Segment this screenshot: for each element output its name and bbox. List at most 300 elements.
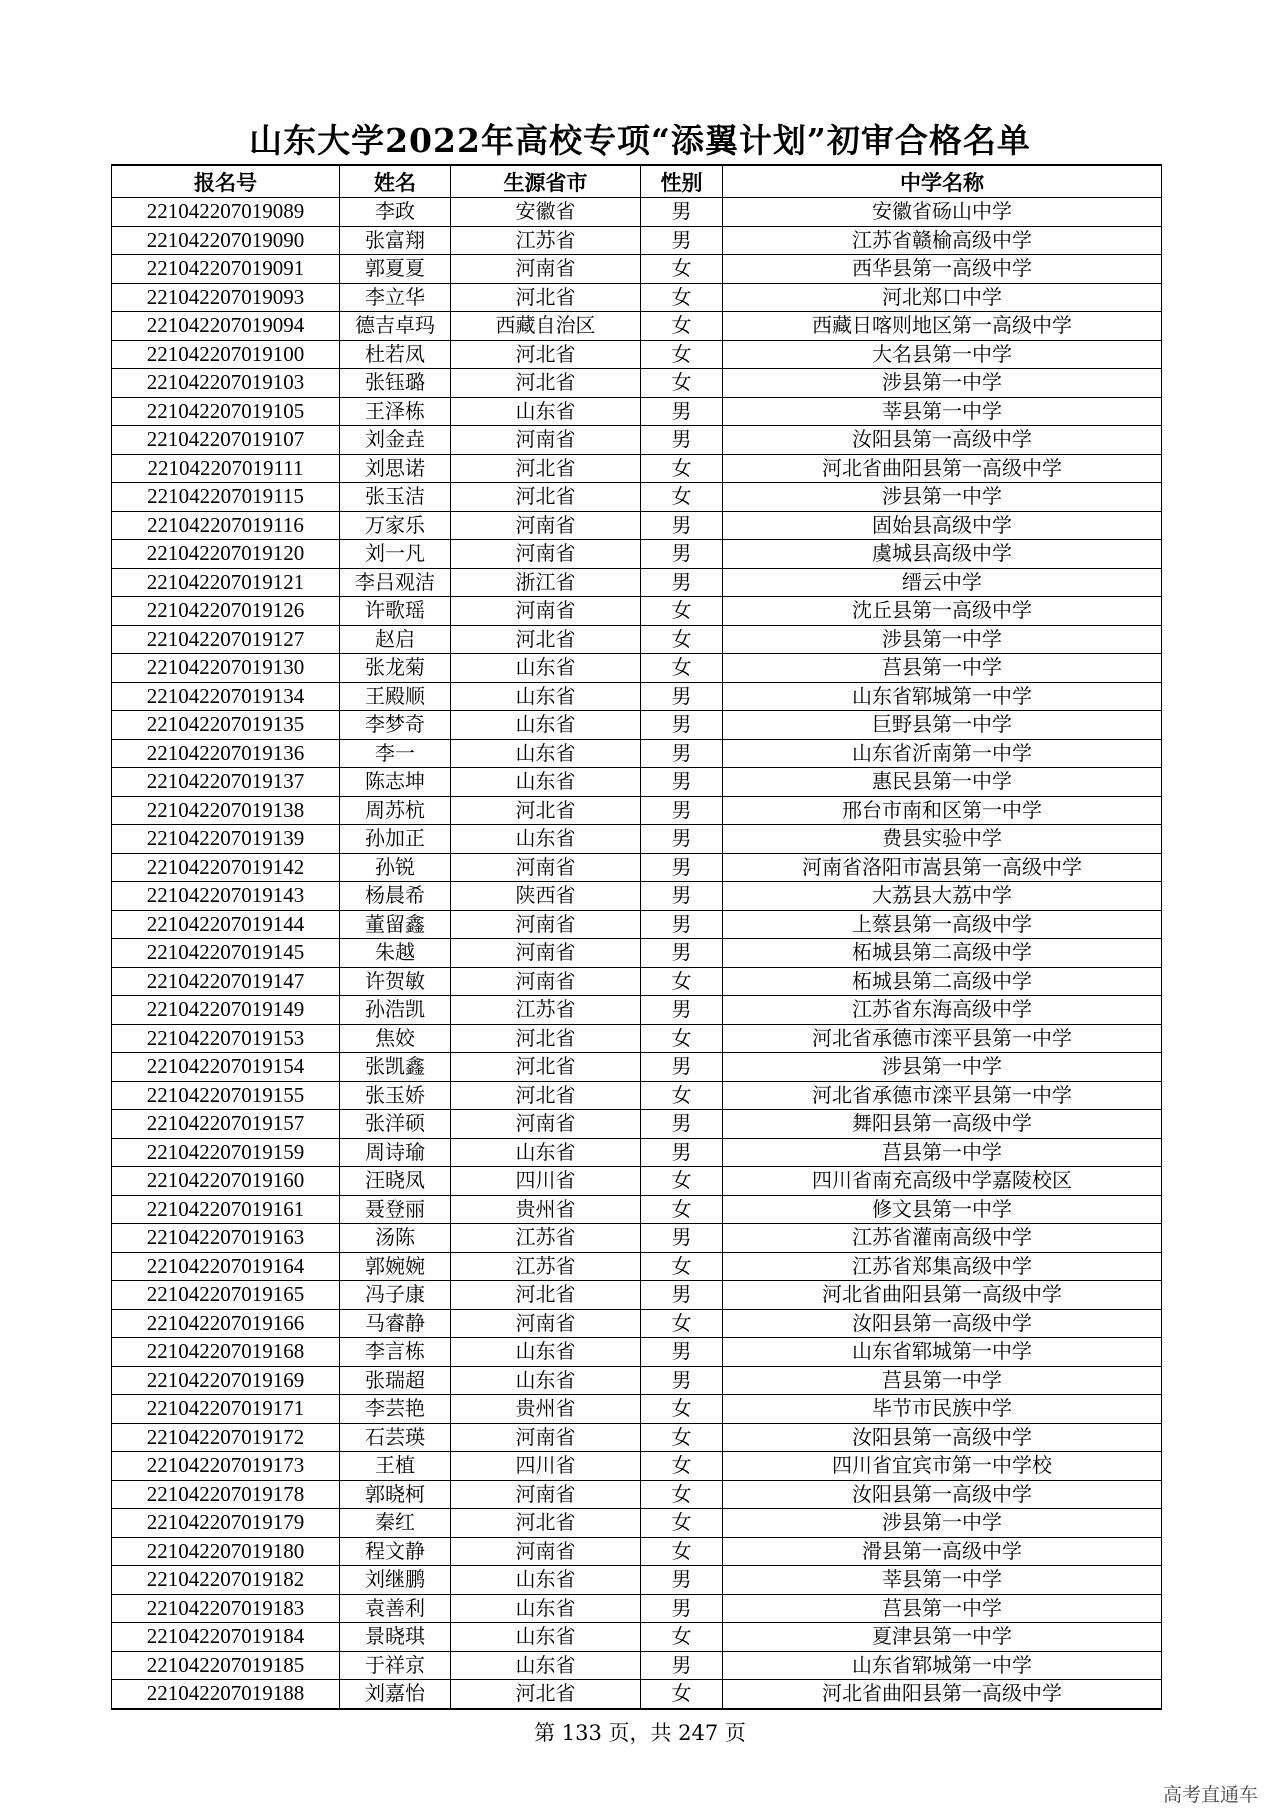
name-cell: 袁善利 <box>340 1594 451 1623</box>
name-cell: 李吕观洁 <box>340 568 451 597</box>
gender-cell: 男 <box>641 996 723 1025</box>
school-cell: 汝阳县第一高级中学 <box>723 426 1162 455</box>
page-footer: 第 133 页，共 247 页 <box>534 1721 746 1745</box>
gender-cell: 男 <box>641 198 723 227</box>
registration-number-cell: 221042207019178 <box>112 1480 340 1509</box>
registration-number-cell: 221042207019103 <box>112 369 340 398</box>
school-cell: 莒县第一中学 <box>723 654 1162 683</box>
gender-cell: 女 <box>641 654 723 683</box>
name-cell: 郭晓柯 <box>340 1480 451 1509</box>
name-cell: 李言栋 <box>340 1338 451 1367</box>
registration-number-cell: 221042207019172 <box>112 1423 340 1452</box>
school-cell: 山东省郓城第一中学 <box>723 1651 1162 1680</box>
province-cell: 山东省 <box>451 739 641 768</box>
province-cell: 河北省 <box>451 340 641 369</box>
school-cell: 西藏日喀则地区第一高级中学 <box>723 312 1162 341</box>
table-row <box>112 340 1162 369</box>
registration-number-cell: 221042207019149 <box>112 996 340 1025</box>
table-row <box>112 967 1162 996</box>
registration-number-cell: 221042207019164 <box>112 1252 340 1281</box>
gender-cell: 女 <box>641 255 723 284</box>
table-row <box>112 1024 1162 1053</box>
gender-cell: 女 <box>641 1623 723 1652</box>
name-cell: 万家乐 <box>340 511 451 540</box>
province-cell: 山东省 <box>451 397 641 426</box>
province-cell: 河北省 <box>451 1680 641 1709</box>
name-cell: 刘一凡 <box>340 540 451 569</box>
gender-cell: 女 <box>641 1167 723 1196</box>
school-cell: 惠民县第一中学 <box>723 768 1162 797</box>
province-cell: 山东省 <box>451 825 641 854</box>
roster-table <box>111 164 1162 1710</box>
gender-cell: 女 <box>641 1395 723 1424</box>
province-cell: 四川省 <box>451 1167 641 1196</box>
table-row <box>112 312 1162 341</box>
school-cell: 夏津县第一中学 <box>723 1623 1162 1652</box>
province-cell: 河南省 <box>451 853 641 882</box>
registration-number-cell: 221042207019165 <box>112 1281 340 1310</box>
gender-cell: 男 <box>641 540 723 569</box>
gender-cell: 男 <box>641 1053 723 1082</box>
name-cell: 马睿静 <box>340 1309 451 1338</box>
school-cell: 四川省宜宾市第一中学校 <box>723 1452 1162 1481</box>
registration-number-cell: 221042207019135 <box>112 711 340 740</box>
name-cell: 刘继鹏 <box>340 1566 451 1595</box>
table-row <box>112 226 1162 255</box>
registration-number-cell: 221042207019137 <box>112 768 340 797</box>
school-cell: 大名县第一中学 <box>723 340 1162 369</box>
school-cell: 莒县第一中学 <box>723 1594 1162 1623</box>
gender-cell: 女 <box>641 283 723 312</box>
column-header-registration-number: 报名号 <box>112 165 340 198</box>
registration-number-cell: 221042207019100 <box>112 340 340 369</box>
watermark: 高考直通车 <box>1162 1784 1258 1806</box>
name-cell: 李芸艳 <box>340 1395 451 1424</box>
table-row <box>112 1167 1162 1196</box>
school-cell: 费县实验中学 <box>723 825 1162 854</box>
gender-cell: 男 <box>641 768 723 797</box>
registration-number-cell: 221042207019188 <box>112 1680 340 1709</box>
registration-number-cell: 221042207019142 <box>112 853 340 882</box>
school-cell: 山东省郓城第一中学 <box>723 1338 1162 1367</box>
name-cell: 陈志坤 <box>340 768 451 797</box>
gender-cell: 女 <box>641 1024 723 1053</box>
registration-number-cell: 221042207019134 <box>112 682 340 711</box>
province-cell: 河南省 <box>451 1423 641 1452</box>
name-cell: 李政 <box>340 198 451 227</box>
table-row <box>112 283 1162 312</box>
gender-cell: 女 <box>641 1452 723 1481</box>
name-cell: 张龙菊 <box>340 654 451 683</box>
province-cell: 河南省 <box>451 967 641 996</box>
registration-number-cell: 221042207019139 <box>112 825 340 854</box>
document-title: 山东大学2022年高校专项“添翼计划”初审合格名单 <box>249 121 1031 160</box>
name-cell: 景晓琪 <box>340 1623 451 1652</box>
name-cell: 汤陈 <box>340 1224 451 1253</box>
province-cell: 河北省 <box>451 1024 641 1053</box>
school-cell: 涉县第一中学 <box>723 625 1162 654</box>
table-row <box>112 1594 1162 1623</box>
gender-cell: 男 <box>641 1281 723 1310</box>
table-row <box>112 1281 1162 1310</box>
registration-number-cell: 221042207019159 <box>112 1138 340 1167</box>
school-cell: 柘城县第二高级中学 <box>723 939 1162 968</box>
name-cell: 董留鑫 <box>340 910 451 939</box>
province-cell: 河南省 <box>451 1537 641 1566</box>
gender-cell: 男 <box>641 397 723 426</box>
name-cell: 朱越 <box>340 939 451 968</box>
registration-number-cell: 221042207019094 <box>112 312 340 341</box>
province-cell: 河北省 <box>451 369 641 398</box>
province-cell: 河南省 <box>451 1110 641 1139</box>
province-cell: 山东省 <box>451 1594 641 1623</box>
registration-number-cell: 221042207019089 <box>112 198 340 227</box>
province-cell: 河北省 <box>451 796 641 825</box>
registration-number-cell: 221042207019155 <box>112 1081 340 1110</box>
province-cell: 河北省 <box>451 1509 641 1538</box>
province-cell: 河北省 <box>451 1053 641 1082</box>
table-row <box>112 1252 1162 1281</box>
gender-cell: 男 <box>641 1594 723 1623</box>
school-cell: 邢台市南和区第一中学 <box>723 796 1162 825</box>
school-cell: 缙云中学 <box>723 568 1162 597</box>
province-cell: 河南省 <box>451 939 641 968</box>
table-row <box>112 454 1162 483</box>
province-cell: 安徽省 <box>451 198 641 227</box>
gender-cell: 男 <box>641 1338 723 1367</box>
name-cell: 许贺敏 <box>340 967 451 996</box>
registration-number-cell: 221042207019173 <box>112 1452 340 1481</box>
name-cell: 秦红 <box>340 1509 451 1538</box>
province-cell: 河南省 <box>451 511 641 540</box>
province-cell: 河北省 <box>451 625 641 654</box>
gender-cell: 男 <box>641 426 723 455</box>
name-cell: 刘嘉怡 <box>340 1680 451 1709</box>
province-cell: 江苏省 <box>451 996 641 1025</box>
school-cell: 大荔县大荔中学 <box>723 882 1162 911</box>
province-cell: 江苏省 <box>451 1224 641 1253</box>
registration-number-cell: 221042207019154 <box>112 1053 340 1082</box>
school-cell: 汝阳县第一高级中学 <box>723 1309 1162 1338</box>
table-row <box>112 1509 1162 1538</box>
registration-number-cell: 221042207019127 <box>112 625 340 654</box>
table-row <box>112 483 1162 512</box>
registration-number-cell: 221042207019163 <box>112 1224 340 1253</box>
gender-cell: 女 <box>641 597 723 626</box>
table-row <box>112 882 1162 911</box>
name-cell: 李一 <box>340 739 451 768</box>
province-cell: 河南省 <box>451 255 641 284</box>
school-cell: 莘县第一中学 <box>723 397 1162 426</box>
gender-cell: 女 <box>641 1252 723 1281</box>
province-cell: 江苏省 <box>451 1252 641 1281</box>
province-cell: 河北省 <box>451 1081 641 1110</box>
province-cell: 山东省 <box>451 654 641 683</box>
table-body <box>112 198 1162 1709</box>
table-row <box>112 796 1162 825</box>
name-cell: 李立华 <box>340 283 451 312</box>
gender-cell: 女 <box>641 454 723 483</box>
school-cell: 上蔡县第一高级中学 <box>723 910 1162 939</box>
registration-number-cell: 221042207019183 <box>112 1594 340 1623</box>
name-cell: 王殿顺 <box>340 682 451 711</box>
registration-number-cell: 221042207019115 <box>112 483 340 512</box>
province-cell: 河南省 <box>451 540 641 569</box>
column-header-province: 生源省市 <box>451 165 641 198</box>
name-cell: 张凯鑫 <box>340 1053 451 1082</box>
school-cell: 巨野县第一中学 <box>723 711 1162 740</box>
school-cell: 河北省曲阳县第一高级中学 <box>723 1680 1162 1709</box>
school-cell: 莒县第一中学 <box>723 1138 1162 1167</box>
name-cell: 郭夏夏 <box>340 255 451 284</box>
gender-cell: 男 <box>641 739 723 768</box>
school-cell: 汝阳县第一高级中学 <box>723 1480 1162 1509</box>
province-cell: 河南省 <box>451 1309 641 1338</box>
school-cell: 河北省承德市滦平县第一中学 <box>723 1081 1162 1110</box>
gender-cell: 女 <box>641 340 723 369</box>
name-cell: 周苏杭 <box>340 796 451 825</box>
table-row <box>112 426 1162 455</box>
province-cell: 山东省 <box>451 1138 641 1167</box>
province-cell: 河北省 <box>451 483 641 512</box>
table-row <box>112 1309 1162 1338</box>
name-cell: 张瑞超 <box>340 1366 451 1395</box>
school-cell: 滑县第一高级中学 <box>723 1537 1162 1566</box>
name-cell: 焦姣 <box>340 1024 451 1053</box>
table-row <box>112 1452 1162 1481</box>
name-cell: 郭婉婉 <box>340 1252 451 1281</box>
school-cell: 沈丘县第一高级中学 <box>723 597 1162 626</box>
registration-number-cell: 221042207019130 <box>112 654 340 683</box>
province-cell: 山东省 <box>451 1623 641 1652</box>
school-cell: 河南省洛阳市嵩县第一高级中学 <box>723 853 1162 882</box>
registration-number-cell: 221042207019153 <box>112 1024 340 1053</box>
name-cell: 程文静 <box>340 1537 451 1566</box>
table-row <box>112 1566 1162 1595</box>
school-cell: 山东省沂南第一中学 <box>723 739 1162 768</box>
table-row <box>112 1081 1162 1110</box>
province-cell: 山东省 <box>451 711 641 740</box>
table-row <box>112 1053 1162 1082</box>
gender-cell: 男 <box>641 511 723 540</box>
registration-number-cell: 221042207019179 <box>112 1509 340 1538</box>
province-cell: 江苏省 <box>451 226 641 255</box>
registration-number-cell: 221042207019143 <box>112 882 340 911</box>
table-row <box>112 1110 1162 1139</box>
table-row <box>112 1195 1162 1224</box>
gender-cell: 男 <box>641 226 723 255</box>
column-header-school: 中学名称 <box>723 165 1162 198</box>
gender-cell: 男 <box>641 910 723 939</box>
registration-number-cell: 221042207019105 <box>112 397 340 426</box>
province-cell: 四川省 <box>451 1452 641 1481</box>
school-cell: 江苏省赣榆高级中学 <box>723 226 1162 255</box>
registration-number-cell: 221042207019169 <box>112 1366 340 1395</box>
registration-number-cell: 221042207019107 <box>112 426 340 455</box>
table-row <box>112 511 1162 540</box>
gender-cell: 女 <box>641 967 723 996</box>
registration-number-cell: 221042207019147 <box>112 967 340 996</box>
school-cell: 江苏省东海高级中学 <box>723 996 1162 1025</box>
name-cell: 汪晓凤 <box>340 1167 451 1196</box>
registration-number-cell: 221042207019120 <box>112 540 340 569</box>
name-cell: 王植 <box>340 1452 451 1481</box>
gender-cell: 男 <box>641 1366 723 1395</box>
school-cell: 江苏省灌南高级中学 <box>723 1224 1162 1253</box>
name-cell: 张玉娇 <box>340 1081 451 1110</box>
registration-number-cell: 221042207019136 <box>112 739 340 768</box>
province-cell: 河北省 <box>451 454 641 483</box>
gender-cell: 男 <box>641 1110 723 1139</box>
registration-number-cell: 221042207019091 <box>112 255 340 284</box>
name-cell: 刘思诺 <box>340 454 451 483</box>
school-cell: 四川省南充高级中学嘉陵校区 <box>723 1167 1162 1196</box>
gender-cell: 女 <box>641 1423 723 1452</box>
registration-number-cell: 221042207019182 <box>112 1566 340 1595</box>
registration-number-cell: 221042207019111 <box>112 454 340 483</box>
name-cell: 孙锐 <box>340 853 451 882</box>
registration-number-cell: 221042207019144 <box>112 910 340 939</box>
table-row <box>112 568 1162 597</box>
gender-cell: 男 <box>641 1224 723 1253</box>
province-cell: 陕西省 <box>451 882 641 911</box>
province-cell: 山东省 <box>451 768 641 797</box>
table-row <box>112 654 1162 683</box>
province-cell: 贵州省 <box>451 1395 641 1424</box>
province-cell: 河南省 <box>451 910 641 939</box>
registration-number-cell: 221042207019093 <box>112 283 340 312</box>
gender-cell: 男 <box>641 825 723 854</box>
registration-number-cell: 221042207019116 <box>112 511 340 540</box>
name-cell: 赵启 <box>340 625 451 654</box>
name-cell: 许歌瑶 <box>340 597 451 626</box>
registration-number-cell: 221042207019185 <box>112 1651 340 1680</box>
school-cell: 涉县第一中学 <box>723 1509 1162 1538</box>
table-row <box>112 939 1162 968</box>
province-cell: 河北省 <box>451 283 641 312</box>
registration-number-cell: 221042207019121 <box>112 568 340 597</box>
table-row <box>112 1423 1162 1452</box>
name-cell: 德吉卓玛 <box>340 312 451 341</box>
table-row <box>112 1224 1162 1253</box>
school-cell: 柘城县第二高级中学 <box>723 967 1162 996</box>
gender-cell: 女 <box>641 1509 723 1538</box>
school-cell: 修文县第一中学 <box>723 1195 1162 1224</box>
gender-cell: 男 <box>641 711 723 740</box>
name-cell: 于祥京 <box>340 1651 451 1680</box>
school-cell: 舞阳县第一高级中学 <box>723 1110 1162 1139</box>
table-row <box>112 711 1162 740</box>
gender-cell: 女 <box>641 1537 723 1566</box>
name-cell: 张富翔 <box>340 226 451 255</box>
name-cell: 杨晨希 <box>340 882 451 911</box>
province-cell: 河南省 <box>451 1480 641 1509</box>
column-header-name: 姓名 <box>340 165 451 198</box>
province-cell: 河南省 <box>451 597 641 626</box>
table-row <box>112 597 1162 626</box>
province-cell: 河南省 <box>451 426 641 455</box>
gender-cell: 女 <box>641 483 723 512</box>
school-cell: 河北省曲阳县第一高级中学 <box>723 454 1162 483</box>
table-row <box>112 1680 1162 1709</box>
gender-cell: 女 <box>641 369 723 398</box>
table-row <box>112 825 1162 854</box>
table-row <box>112 1138 1162 1167</box>
table-row <box>112 625 1162 654</box>
column-header-gender: 性别 <box>641 165 723 198</box>
registration-number-cell: 221042207019180 <box>112 1537 340 1566</box>
school-cell: 河北郑口中学 <box>723 283 1162 312</box>
name-cell: 石芸瑛 <box>340 1423 451 1452</box>
table-row <box>112 1480 1162 1509</box>
school-cell: 固始县高级中学 <box>723 511 1162 540</box>
school-cell: 莒县第一中学 <box>723 1366 1162 1395</box>
school-cell: 莘县第一中学 <box>723 1566 1162 1595</box>
registration-number-cell: 221042207019160 <box>112 1167 340 1196</box>
table-row <box>112 853 1162 882</box>
table-row <box>112 1366 1162 1395</box>
province-cell: 山东省 <box>451 682 641 711</box>
gender-cell: 男 <box>641 682 723 711</box>
table-row <box>112 198 1162 227</box>
name-cell: 李梦奇 <box>340 711 451 740</box>
name-cell: 冯子康 <box>340 1281 451 1310</box>
province-cell: 山东省 <box>451 1338 641 1367</box>
registration-number-cell: 221042207019090 <box>112 226 340 255</box>
gender-cell: 男 <box>641 939 723 968</box>
registration-number-cell: 221042207019171 <box>112 1395 340 1424</box>
table-row <box>112 1537 1162 1566</box>
table-row <box>112 1395 1162 1424</box>
gender-cell: 男 <box>641 1138 723 1167</box>
province-cell: 西藏自治区 <box>451 312 641 341</box>
province-cell: 河北省 <box>451 1281 641 1310</box>
name-cell: 聂登丽 <box>340 1195 451 1224</box>
school-cell: 毕节市民族中学 <box>723 1395 1162 1424</box>
gender-cell: 女 <box>641 1081 723 1110</box>
name-cell: 张玉洁 <box>340 483 451 512</box>
school-cell: 河北省曲阳县第一高级中学 <box>723 1281 1162 1310</box>
name-cell: 孙加正 <box>340 825 451 854</box>
table-row <box>112 397 1162 426</box>
gender-cell: 男 <box>641 796 723 825</box>
name-cell: 周诗瑜 <box>340 1138 451 1167</box>
gender-cell: 男 <box>641 1651 723 1680</box>
gender-cell: 男 <box>641 853 723 882</box>
registration-number-cell: 221042207019168 <box>112 1338 340 1367</box>
gender-cell: 男 <box>641 882 723 911</box>
name-cell: 张钰璐 <box>340 369 451 398</box>
table-row <box>112 682 1162 711</box>
name-cell: 杜若凤 <box>340 340 451 369</box>
name-cell: 张洋硕 <box>340 1110 451 1139</box>
school-cell: 涉县第一中学 <box>723 483 1162 512</box>
school-cell: 汝阳县第一高级中学 <box>723 1423 1162 1452</box>
gender-cell: 女 <box>641 625 723 654</box>
school-cell: 西华县第一高级中学 <box>723 255 1162 284</box>
gender-cell: 女 <box>641 1195 723 1224</box>
registration-number-cell: 221042207019157 <box>112 1110 340 1139</box>
gender-cell: 男 <box>641 1566 723 1595</box>
gender-cell: 女 <box>641 1309 723 1338</box>
table-row <box>112 369 1162 398</box>
table-row <box>112 996 1162 1025</box>
school-cell: 河北省承德市滦平县第一中学 <box>723 1024 1162 1053</box>
gender-cell: 女 <box>641 312 723 341</box>
registration-number-cell: 221042207019138 <box>112 796 340 825</box>
school-cell: 江苏省郑集高级中学 <box>723 1252 1162 1281</box>
table-row <box>112 540 1162 569</box>
